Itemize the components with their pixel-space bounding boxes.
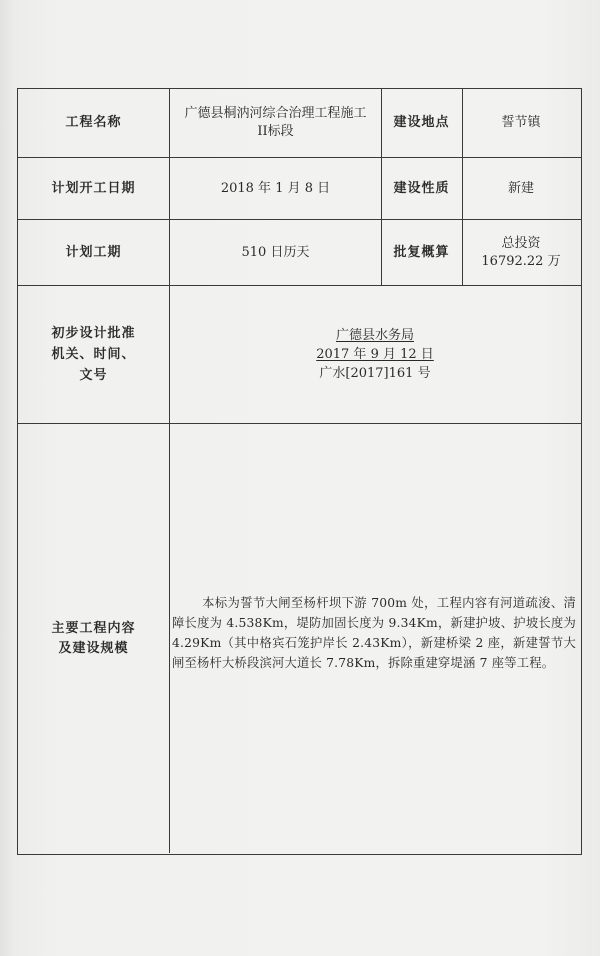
construction-nature-value bbox=[462, 158, 580, 219]
construction-site-label bbox=[381, 89, 462, 157]
approval-value bbox=[170, 286, 580, 423]
project-name-value bbox=[170, 89, 381, 157]
planned-duration-value bbox=[170, 220, 381, 285]
construction-nature-label-text: 建设性质 bbox=[393, 180, 450, 196]
approved-budget-label bbox=[381, 220, 462, 285]
planned-duration-value-text: 510 日历天 bbox=[241, 244, 310, 260]
construction-site-value bbox=[462, 89, 580, 157]
project-name-label-text: 工程名称 bbox=[65, 115, 122, 130]
approved-budget-line2: 16792.22 万 bbox=[481, 253, 561, 269]
approval-authority: 广德县水务局 bbox=[335, 328, 414, 343]
approval-label-line1: 初步设计批准 bbox=[51, 326, 136, 341]
planned-start-date-value-text: 2018 年 1 月 8 日 bbox=[220, 180, 331, 196]
scope-description bbox=[172, 593, 576, 673]
approval-label bbox=[18, 286, 169, 423]
scope-description-text: 本标为誓节大闸至杨杆坝下游 700m 处，工程内容有河道疏浚、清障长度为 4.538Km，堤防加固长度为 9.34Km，新建护坡、护坡长度为 4.29Km（其中格宾石笼护岸长 2.43Km），新建桥梁 2 座，新建誓节大闸至杨杆大桥段滨河大道长 7.78Km，拆除重建穿堤涵 7 座等工程。 bbox=[172, 596, 576, 670]
construction-site-label-text: 建设地点 bbox=[393, 115, 450, 130]
approved-budget-label-text: 批复概算 bbox=[393, 244, 450, 260]
approved-budget-value bbox=[462, 220, 580, 285]
scope-label-line2: 及建设规模 bbox=[58, 641, 129, 656]
planned-start-date-label-text: 计划开工日期 bbox=[51, 180, 136, 196]
approval-date: 2017 年 9 月 12 日 bbox=[316, 347, 434, 362]
approval-doc-number: 广水[2017]161 号 bbox=[319, 366, 431, 381]
construction-site-value-text: 誓节镇 bbox=[501, 115, 541, 130]
planned-duration-label bbox=[18, 220, 169, 285]
planned-start-date-value bbox=[170, 158, 381, 219]
planned-start-date-label bbox=[18, 158, 169, 219]
approval-label-line2: 机关、时间、 bbox=[51, 347, 136, 362]
construction-nature-label bbox=[381, 158, 462, 219]
scope-label bbox=[18, 424, 169, 854]
construction-nature-value-text: 新建 bbox=[507, 180, 534, 196]
approval-label-line3: 文号 bbox=[79, 368, 108, 383]
project-name-line2: II标段 bbox=[257, 124, 294, 139]
project-name-line1: 广德县桐汭河综合治理工程施工 bbox=[184, 106, 367, 121]
planned-duration-label-text: 计划工期 bbox=[65, 244, 122, 260]
scope-label-line1: 主要工程内容 bbox=[51, 621, 136, 636]
approved-budget-line1: 总投资 bbox=[501, 235, 541, 251]
project-name-label bbox=[18, 89, 169, 157]
